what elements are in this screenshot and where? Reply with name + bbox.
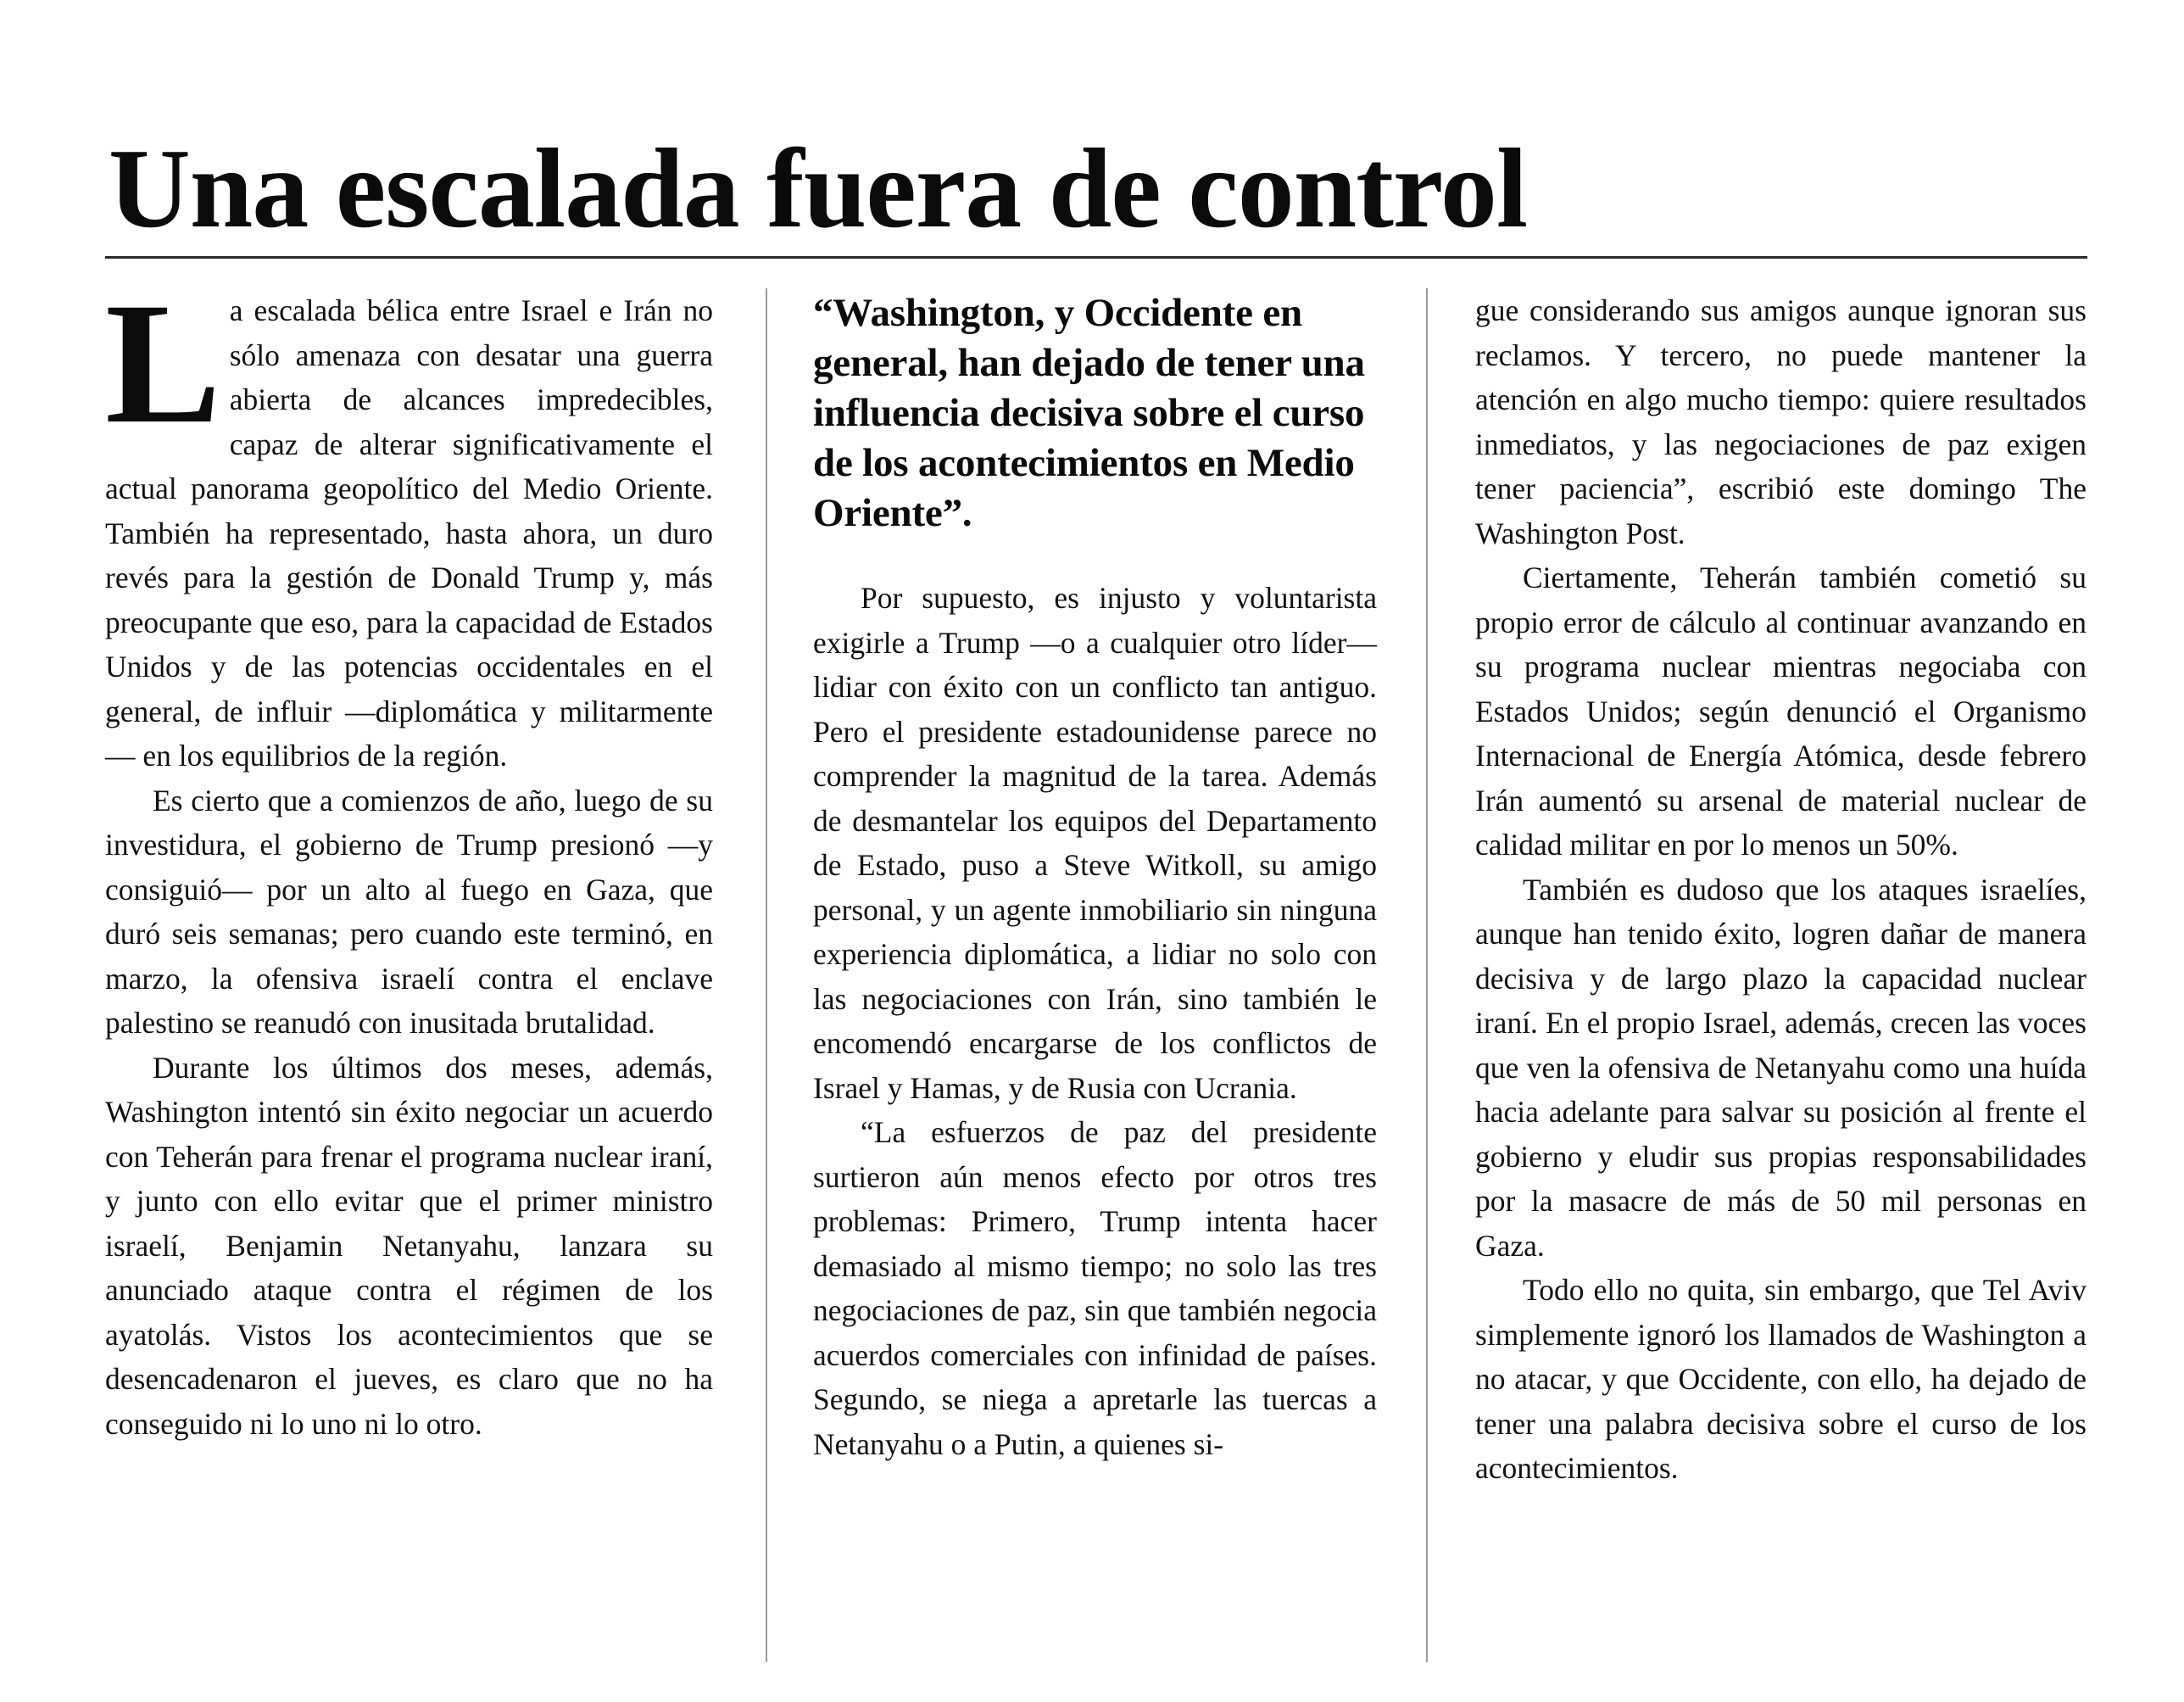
paragraph: Es cierto que a comienzos de año, luego de su investidura, el gobierno de Trump presionó —y consiguió— por un alto al fuego en Gaza, que duró seis semanas; pero cuando este terminó, en marzo, la ofensiva israelí contra el enclave palestino se reanudó con inusitada brutalidad.: [105, 783, 713, 1040]
paragraph-text: a escalada bélica entre Israel e Irán no sólo amenaza con desatar una guerra abierta de alcances impredecibles, capaz de alterar significativamente el actual panorama geopolítico del Medio Oriente. También ha representado, hasta ahora, un duro revés para la gestión de Donald Trump y, más preocupante que eso, para la capacidad de Estados Unidos y de las potencias occidentales en el general, de influir —diplomática y militarmente— en los equilibrios de la región.: [105, 293, 713, 773]
paragraph: gue considerando sus amigos aunque ignoran sus reclamos. Y tercero, no puede mantener la atención en algo mucho tiempo: quiere resultados inmediatos, y las negociaciones de paz exigen tener paciencia”, escribió este domingo The Washington Post.: [1475, 293, 2086, 550]
paragraph: [105, 267, 713, 778]
page-title: Una escalada fuera de control: [109, 125, 1528, 251]
paragraph: También es dudoso que los ataques israelíes, aunque han tenido éxito, logren dañar de manera decisiva y de largo plazo la capacidad nuclear iraní. En el propio Israel, además, crecen las voces que ven la ofensiva de Netanyahu como una huída hacia adelante para salvar su posición al frente el gobierno y eludir sus propias responsabilidades por la masacre de más de 50 mil personas en Gaza.: [1475, 872, 2086, 1263]
column-one: [105, 267, 766, 1679]
article-columns: [105, 267, 2087, 1679]
paragraph: Por supuesto, es injusto y voluntarista exigirle a Trump —o a cualquier otro líder— lidiar con éxito con un conflicto tan antiguo. Pero el presidente estadounidense parece no comprender la magnitud de la tarea. Además de desmantelar los equipos del Departamento de Estado, puso a Steve Witkoll, su amigo personal, y un agente inmobiliario sin ninguna experiencia diplomática, a lidiar no solo con las negociaciones con Irán, sino también le encomendó encargarse de los conflictos de Israel y Hamas, y de Rusia con Ucrania.: [813, 581, 1377, 1105]
paragraph: Todo ello no quita, sin embargo, que Tel Aviv simplemente ignoró los llamados de Washington a no atacar, y que Occidente, con ello, ha dejado de tener una palabra decisiva sobre el curso de los acontecimientos.: [1475, 1273, 2086, 1485]
column-two: [766, 288, 1426, 1679]
column-divider: [766, 288, 767, 1662]
column-divider: [1426, 288, 1428, 1662]
paragraph: Ciertamente, Teherán también cometió su propio error de cálculo al continuar avanzando en su programa nuclear mientras negociaba con Estados Unidos; según denunció el Organismo Internacional de Energía Atómica, desde febrero Irán aumentó su arsenal de material nuclear de calidad militar en por lo menos un 50%.: [1475, 561, 2086, 862]
paragraph: “La esfuerzos de paz del presidente surtieron aún menos efecto por otros tres problemas: Primero, Trump intenta hacer demasiado al mismo tiempo; no solo las tres negociaciones de paz, sin que también negocia acuerdos comerciales con infinidad de países. Segundo, se niega a apretarle las tuercas a Netanyahu o a Putin, a quienes si-: [813, 1115, 1377, 1461]
pull-quote: “Washington, y Occidente en general, han dejado de tener una influencia decisiva sobre el curso de los acontecimientos en Medio Oriente”.: [813, 291, 1365, 535]
drop-cap: L: [105, 267, 221, 460]
header-divider: [105, 256, 2087, 259]
paragraph: Durante los últimos dos meses, además, Washington intentó sin éxito negociar un acuerdo con Teherán para frenar el programa nuclear iraní, y junto con ello evitar que el primer ministro israelí, Benjamin Netanyahu, lanzara su anunciado ataque contra el régimen de los ayatolás. Vistos los acontecimientos que se desencadenaron el jueves, es claro que no ha conseguido ni lo uno ni lo otro.: [105, 1050, 713, 1441]
column-three: [1426, 288, 2086, 1679]
